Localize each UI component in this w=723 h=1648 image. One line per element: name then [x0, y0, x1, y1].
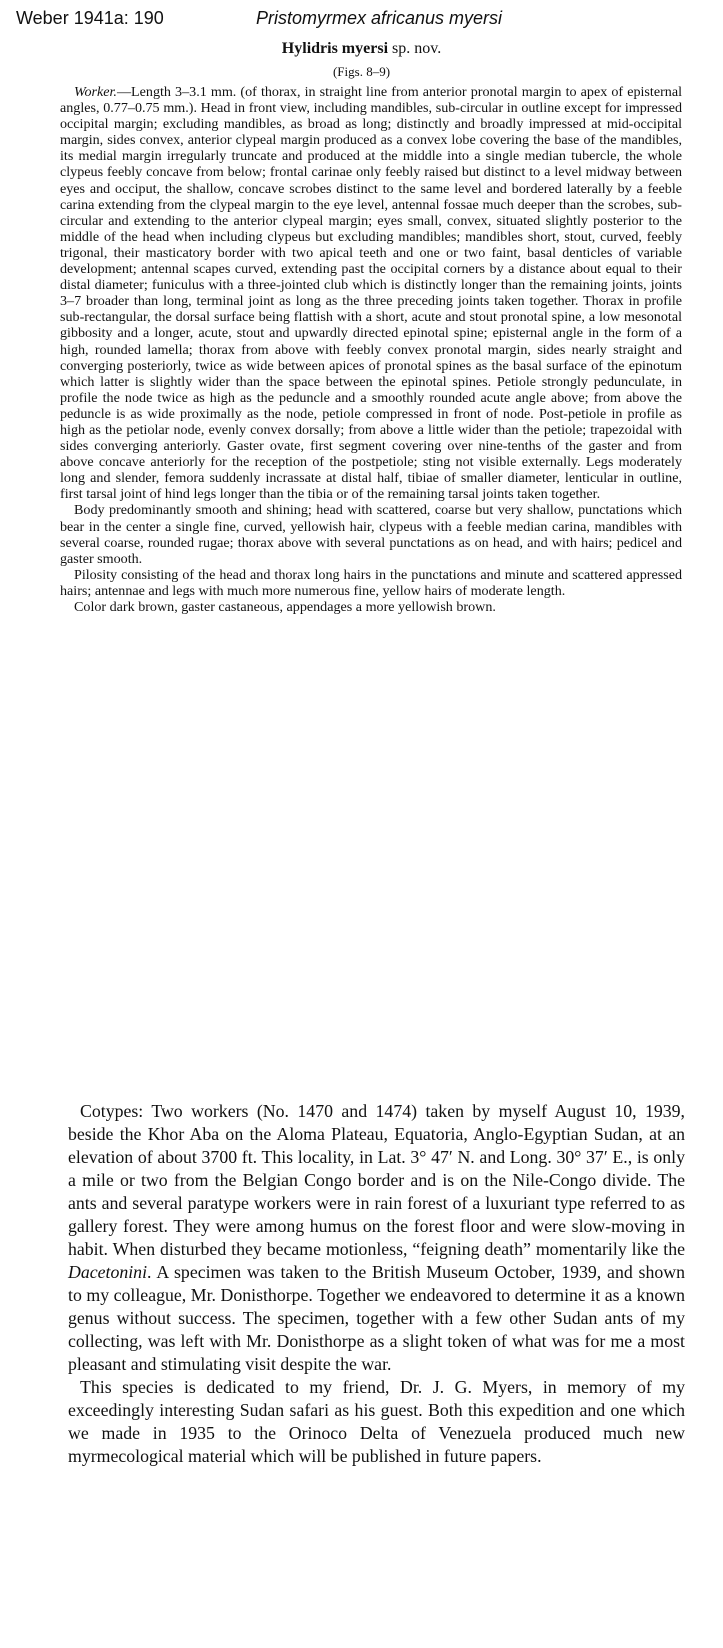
page-header [16, 8, 707, 34]
species-status: sp. nov. [392, 40, 442, 57]
notes-block [68, 1100, 685, 1468]
cotypes-text-start: Cotypes: Two workers (No. 1470 and 1474) taken by myself August 10, 1939, beside the Khor Aba on the Aloma Plateau, Equatoria, Anglo-Egyptian Sudan, at an elevation of about 3700 ft. This locality, in Lat. 3° 47′ N. and Long. 30° 37′ E., is only a mile or two from the Belgian Congo border and is on the Nile-Congo divide. The ants and several paratype workers were in rain forest of a luxuriant type referred to as gallery forest. They were among humus on the forest floor and were slow-moving in habit. When disturbed they became motionless, “feigning death” momentarily like the [68, 1101, 685, 1259]
figure-reference: (Figs. 8–9) [332, 64, 391, 79]
cotypes-paragraph [68, 1100, 685, 1376]
description-block [60, 84, 682, 615]
citation: Weber 1941a: 190 [16, 8, 164, 28]
body-paragraph: Body predominantly smooth and shining; head with scattered, coarse but very shallow, punctations which bear in the center a single fine, curved, yellowish hair, clypeus with a feeble median carina, mandibles with several coarse, rounded rugae; thorax above with several punctations as on head, and with hairs; pedicel and gaster smooth. [60, 502, 682, 567]
dedication-paragraph: This species is dedicated to my friend, Dr. J. G. Myers, in memory of my exceedingly interesting Sudan safari as his guest. Both this expedition and one which we made in 1935 to the Orinoco Delta of Venezuela produced much new myrmecological material which will be published in future papers. [68, 1377, 685, 1466]
species-title [0, 40, 723, 58]
species-name: Hylidris myersi [281, 40, 389, 57]
taxon-name: Pristomyrmex africanus myersi [256, 8, 503, 28]
worker-label: Worker. [74, 84, 117, 100]
color-paragraph: Color dark brown, gaster castaneous, appendages a more yellowish brown. [74, 599, 496, 615]
worker-text: —Length 3–3.1 mm. (of thorax, in straight line from anterior pronotal margin to apex of episternal angles, 0.77–0.75 mm.). Head in front view, including mandibles, sub-circular in outline except for impressed occipital margin; excluding mandibles, as broad as long; distinctly and broadly impressed at mid-occipital margin, sides convex, anterior clypeal margin produced as a convex lobe covering the base of the mandibles, its medial margin irregularly truncate and produced at the middle into a single median tubercle, the whole clypeus feebly concave from below; frontal carinae only feebly raised but distinct to a level midway between eyes and occiput, the shallow, concave scrobes distinct to the same level and bordered laterally by a feeble carina extending from the clypeal margin to the eye level, antennal fossae much deeper than the scrobes, sub-circular and extending to the anterior clypeal margin; eyes small, convex, situated slightly posterior to the middle of the head when including clypeus but excluding mandibles; mandibles short, stout, curved, feebly trigonal, their masticatory border with two apical teeth and one or two faint, basal denticles of variable development; antennal scapes curved, extending past the occipital corners by a distance about equal to their distal diameter; funiculus with a three-jointed club which is distinctly longer than the remaining joints, joints 3–7 broader than long, terminal joint as long as the three preceding joints taken together. Thorax in profile sub-rectangular, the dorsal surface being flattish with a short, acute and stout pronotal spine, a low mesonotal gibbosity and a longer, acute, stout and upwardly directed epinotal spine; episternal angle in the form of a high, rounded lamella; thorax from above with feebly convex pronotal margin, sides nearly straight and converging posteriorly, twice as wide between apices of pronotal spines as the basal surface of the epinotum which latter is slightly wider than the space between the epinotal spines. Petiole strongly pedunculate, in profile the node twice as high as the peduncle and a smoothly rounded acute angle above; from above the peduncle is as wide proximally as the node, petiole compressed in front of node. Post-petiole in profile as high as the petiolar node, evenly convex dorsally; from above a little wider than the petiole; trapezoidal with sides converging anteriorly. Gaster ovate, first segment covering over nine-tenths of the gaster and from above concave anteriorly for the reception of the postpetiole; sting not visible externally. Legs moderately long and slender, femora suddenly incrassate at distal half, tibiae of smaller diameter, lenticular in outline, first tarsal joint of hind legs longer than the tibia or of the remaining tarsal joints taken together. [60, 84, 682, 503]
worker-paragraph [60, 84, 682, 502]
pilosity-paragraph: Pilosity consisting of the head and thorax long hairs in the punctations and minute and scattered appressed hairs; antennae and legs with much more numerous fine, yellow hairs of moderate length. [60, 566, 682, 599]
cotypes-italic-term: Dacetonini [68, 1262, 148, 1282]
cotypes-text-end: . A specimen was taken to the British Museum October, 1939, and shown to my colleague, Mr. Donisthorpe. Together we endeavored to determine it as a known genus without success. The specimen, together with a few other Sudan ants of my collecting, was left with Mr. Donisthorpe as a slight token of what was for me a most pleasant and stimulating visit despite the war. [68, 1262, 685, 1374]
